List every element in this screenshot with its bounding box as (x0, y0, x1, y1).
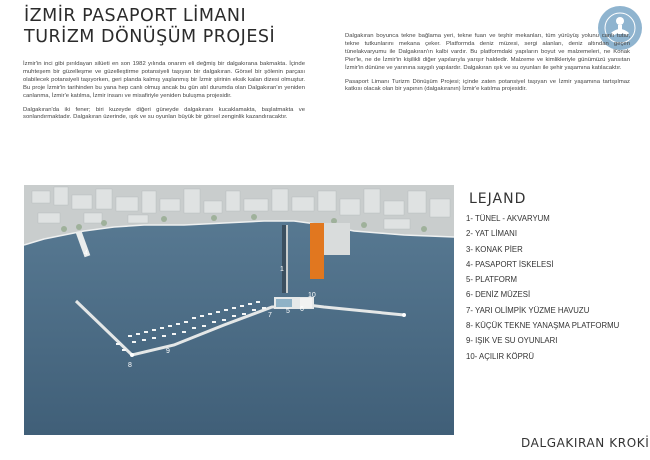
map-marker-6: 6 (300, 306, 304, 313)
legend-list (466, 211, 619, 364)
legend-item: 2- YAT LİMANI (466, 229, 517, 239)
breakwater-site-map (24, 185, 454, 435)
map-marker-10: 10 (308, 292, 316, 299)
map-marker-5: 5 (286, 308, 290, 315)
map-marker-9: 9 (166, 348, 170, 355)
intro-paragraph-2: Dalgakıran'da iki fener; biri kuzeyde diğeri güneyde dalgakıranı kucaklamakta, başlatmakta ve sonlandırmaktadır. Dalgakıran üzerinde, ışık ve su oyunları büyük bir görsel zenginlik kazandıracaktır. (23, 106, 305, 121)
right-paragraph-2: Pasaport Limanı Turizm Dönüşüm Projesi; içinde zaten potansiyel taşıyan ve İzmir yaşamına tartışılmaz katkısı olacak olan bir yapının (dalgakıranın) İzmir'e katılma projesidir. (345, 78, 630, 93)
map-marker-1: 1 (280, 266, 284, 273)
footer-caption: DALGAKIRAN KROKİ (521, 436, 650, 450)
legend-item: 9- IŞIK VE SU OYUNLARI (466, 336, 558, 346)
title-line-2: TURİZM DÖNÜŞÜM PROJESİ (24, 27, 276, 47)
legend-title: LEJAND (469, 191, 527, 207)
map-marker-7: 7 (268, 312, 272, 319)
right-paragraph-1: Dalgakıran boyunca tekne bağlama yeri, tekne fuarı ve teşhir mekanları, tüm yürüyüş yolunu canlı tutar, tekne tutkunlarını mekana çeker. Platformda deniz müzesi, sergi alanları, deniz altından geçen tünelakvaryumu ile Dalgakıran'ın kalbi vardır. Bu platformdaki yapıların boyut ve malzemeleri, ne Konak Pier'le, ne de İzmir'in kişilikli diğer yapılarıyla yarışır haldedir. Malzeme ve kimlikleriyle günümüzü yansıtan İzmir'in dününe ve yarınına saygılı yapılardır. Dalgakıran ışık ve su oyunları ile şehir yaşamına katılacaktır. (345, 33, 630, 71)
legend-item: 3- KONAK PİER (466, 244, 523, 254)
intro-text-right (345, 33, 630, 100)
intro-paragraph-1: İzmir'in inci gibi pırıldayan silüeti en son 1982 yılında onarım eli değmiş bir dalgakırana bakmakta. İçinde muhteşem bir güzelleşme ve güzelleştirme potansiyeli taşıyan bir dalgakıran. Görsel bir şölenin parçası olabilecek potansiyeli taşıyorken, geri planda kalmış yaşlanmış bir İzmir şiirinin eksik kalan dizesi olmuştur. Bu proje İzmir'in tarihinden bu yana hep canlı olmuş ancak bu gün atıl durumda olan Dalgakıran'ın yeniden canlanma, İzmir'e katılma, İzmir insanı ve misafiriyle yeniden buluşma projesidir. (23, 61, 305, 99)
legend-item: 6- DENİZ MÜZESİ (466, 290, 531, 300)
south-lighthouse (130, 353, 134, 357)
legend-item: 5- PLATFORM (466, 275, 517, 285)
map-marker-4: 4 (84, 250, 88, 257)
north-lighthouse (402, 313, 406, 317)
legend-item: 4- PASAPORT İSKELESİ (466, 259, 554, 269)
legend-item: 8- KÜÇÜK TEKNE YANAŞMA PLATFORMU (466, 321, 620, 331)
legend-item: 7- YARI OLİMPİK YÜZME HAVUZU (466, 305, 590, 315)
map-marker-8: 8 (128, 362, 132, 369)
konak-pier (310, 223, 324, 279)
legend-item: 10- AÇILIR KÖPRÜ (466, 351, 535, 361)
title-line-1: İZMİR PASAPORT LİMANI (24, 6, 247, 26)
legend-item: 1- TÜNEL - AKVARYUM (466, 214, 550, 223)
page-title (24, 6, 324, 48)
intro-text-left (23, 61, 305, 128)
